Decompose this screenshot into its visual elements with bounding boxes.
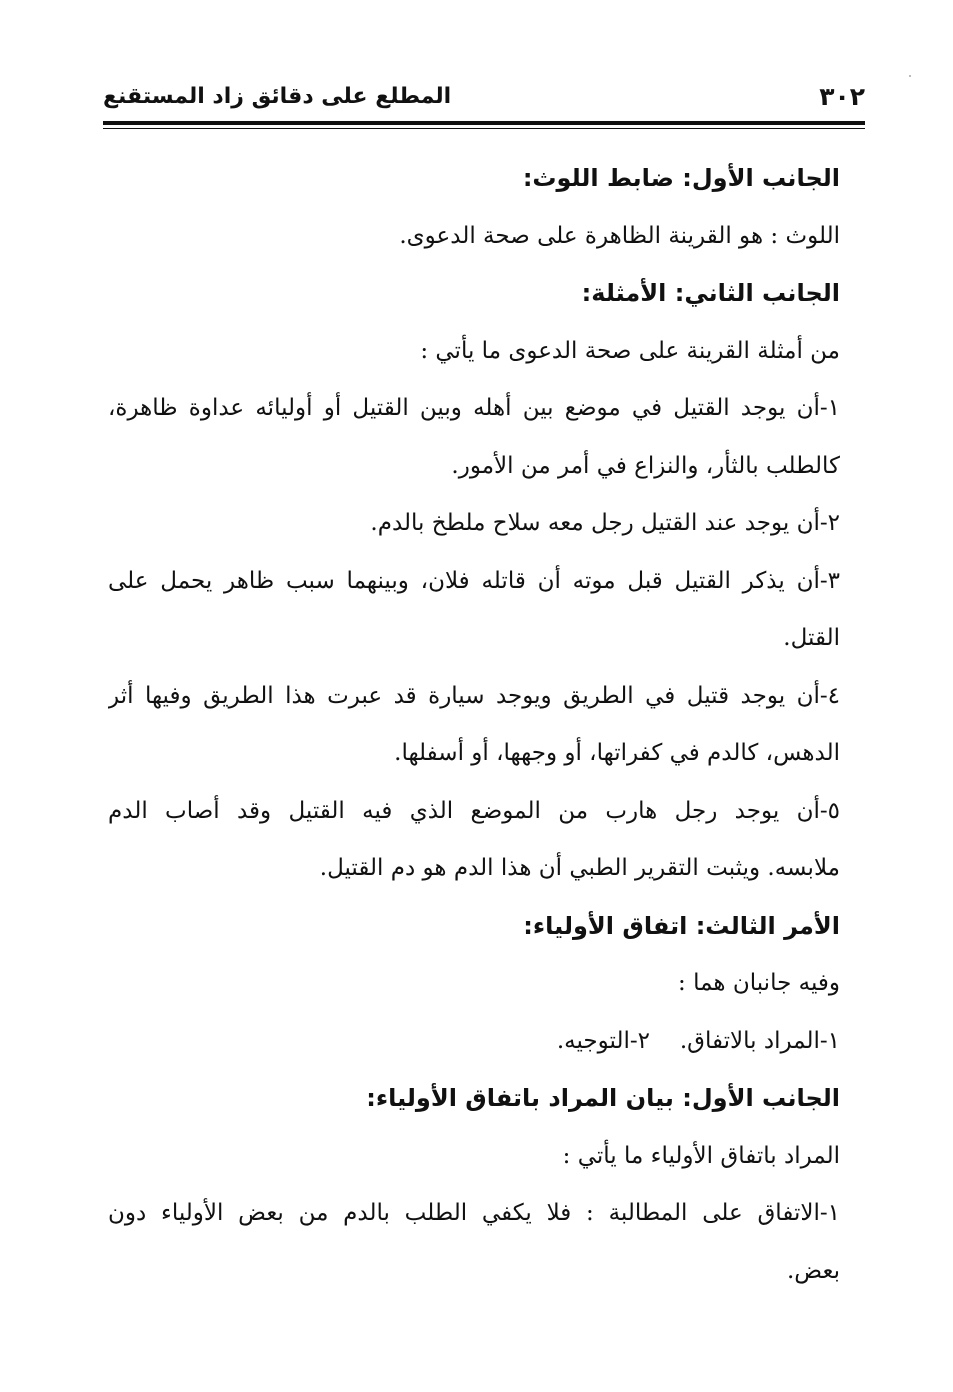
text-block-continued bbox=[108, 1070, 840, 1300]
list-item-justification: ٢-التوجيه. bbox=[556, 1027, 650, 1054]
text-line: ٤-أن يوجد قتيل في الطريق ويوجد سيارة قد عبرت هذا الطريق وفيها أثر bbox=[108, 682, 840, 709]
section-heading: الأمر الثالث: اتفاق الأولياء: bbox=[523, 911, 840, 940]
section-heading: الجانب الثاني: الأمثلة: bbox=[581, 279, 840, 307]
text-line: ٢-أن يوجد عند القتيل رجل معه سلاح ملطخ بالدم. bbox=[370, 510, 840, 536]
text-line: من أمثلة القرينة على صحة الدعوى ما يأتي : bbox=[420, 337, 840, 364]
running-title: المطلع على دقائق زاد المستقنع bbox=[103, 84, 452, 109]
header-rule-thick bbox=[103, 121, 865, 125]
list-item-meaning: ١-المراد بالاتفاق. bbox=[679, 1027, 840, 1054]
scan-mark bbox=[909, 75, 911, 77]
text-line: الدهس، كالدم في كفراتها، أو وجهها، أو أسفلها. bbox=[394, 740, 840, 766]
page-number: ٣٠٢ bbox=[819, 82, 865, 111]
text-block-main bbox=[108, 150, 840, 1013]
text-line: ٥-أن يوجد رجل هارب من الموضع الذي فيه القتيل وقد أصاب الدم bbox=[108, 797, 840, 824]
text-line: ٣-أن يذكر القتيل قبل موته أن قاتله فلان، وبينهما سبب ظاهر يحمل على bbox=[108, 567, 840, 594]
text-line: اللوث : هو القرينة الظاهرة على صحة الدعوى. bbox=[399, 222, 840, 249]
body-text bbox=[108, 150, 840, 1300]
text-line: المراد باتفاق الأولياء ما يأتي : bbox=[562, 1142, 840, 1169]
text-line: القتل. bbox=[783, 625, 840, 651]
text-line: بعض. bbox=[787, 1257, 840, 1284]
two-column-list bbox=[108, 1013, 840, 1071]
section-heading: الجانب الأول: بيان المراد باتفاق الأولياء: bbox=[366, 1084, 840, 1112]
section-heading: الجانب الأول: ضابط اللوث: bbox=[522, 164, 840, 192]
header-rule-thin bbox=[103, 128, 865, 129]
page-header bbox=[103, 80, 865, 120]
text-line: وفيه جانبان هما : bbox=[678, 970, 840, 996]
text-line: ١-أن يوجد القتيل في موضع بين أهله وبين القتيل أو أوليائه عداوة ظاهرة، bbox=[108, 395, 840, 421]
text-line: ١-الاتفاق على المطالبة : فلا يكفي الطلب بالدم من بعض الأولياء دون bbox=[108, 1200, 840, 1226]
text-line: كالطلب بالثأر، والنزاع في أمر من الأمور. bbox=[451, 452, 840, 479]
text-line: ملابسه. ويثبت التقرير الطبي أن هذا الدم هو دم القتيل. bbox=[319, 855, 840, 881]
